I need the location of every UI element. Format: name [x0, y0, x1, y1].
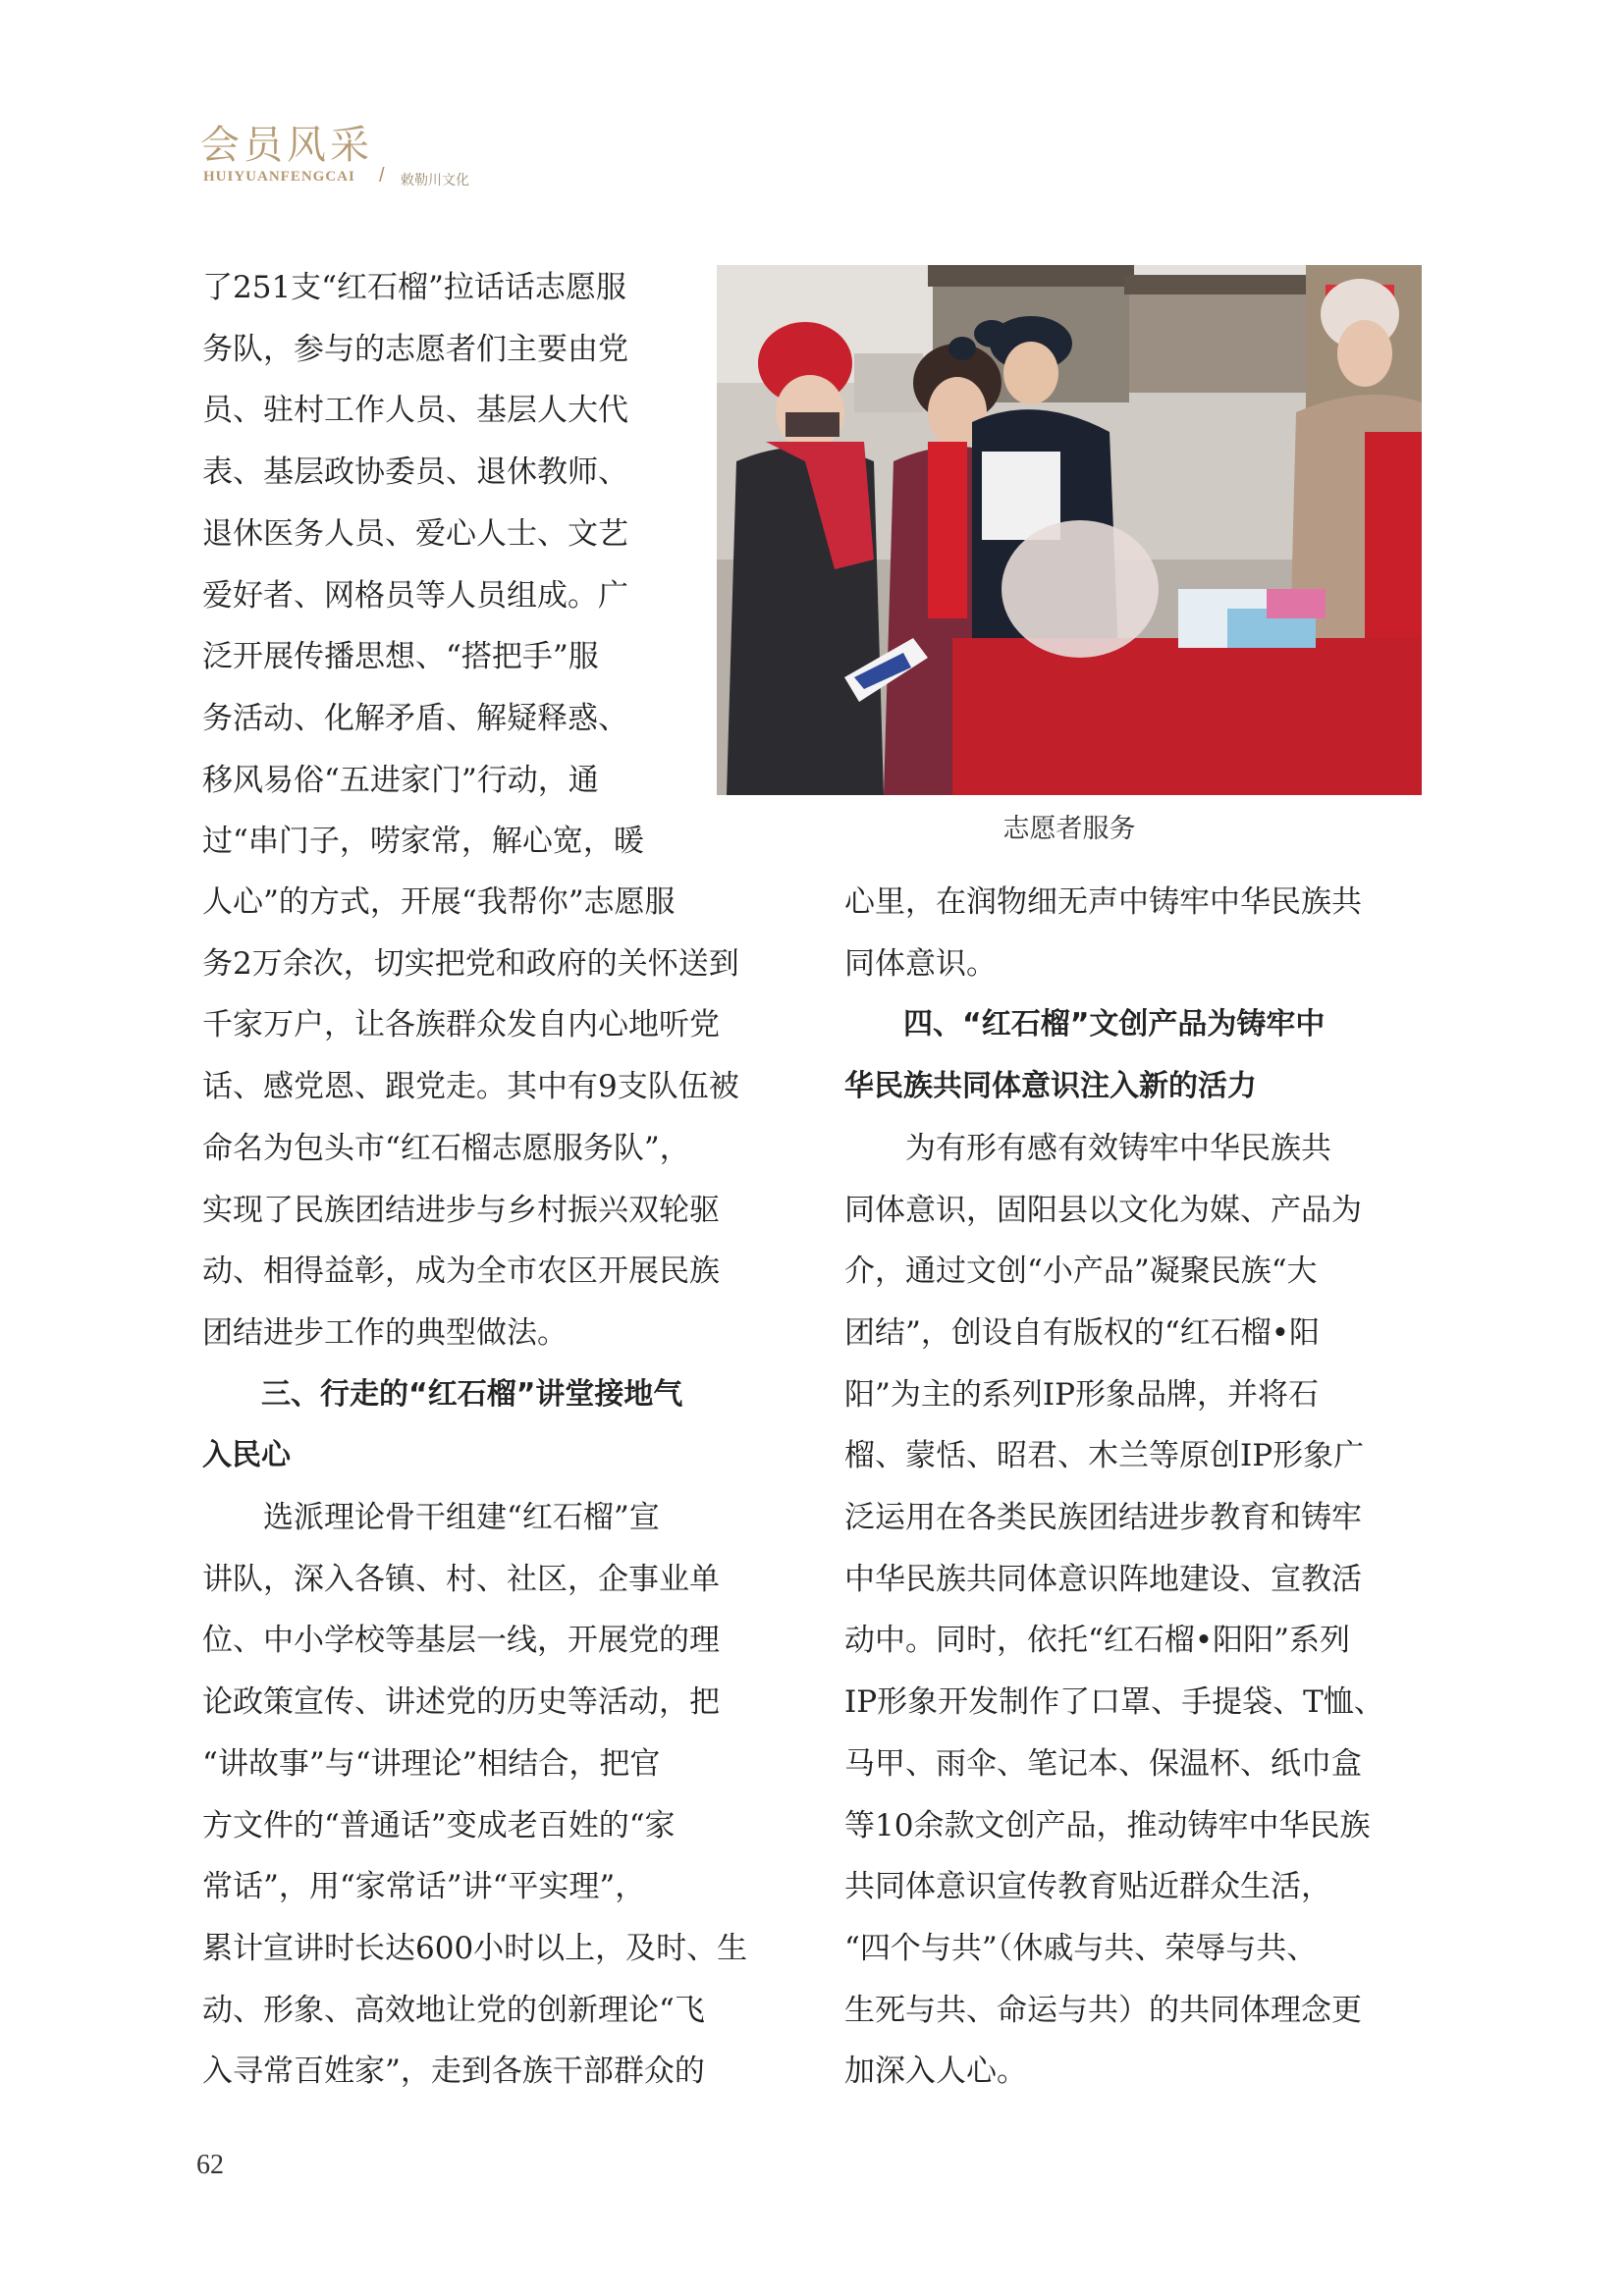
text-line: 马甲、雨伞、笔记本、保温杯、纸巾盒: [844, 1745, 1362, 1782]
left-column-bottom: [202, 872, 747, 2103]
text-line: 方文件的“普通话”变成老百姓的“家: [202, 1807, 676, 1843]
text-line: 常话”，用“家常话”讲“平实理”，: [202, 1869, 646, 1905]
text-line: 同体意识。: [844, 945, 997, 982]
text-line: 人心”的方式，开展“我帮你”志愿服: [202, 884, 676, 920]
text-line: IP形象开发制作了口罩、手提袋、T恤、: [844, 1684, 1384, 1721]
text-line: 表、基层政协委员、退休教师、: [202, 454, 628, 491]
section-heading-3-cont: 入民心: [202, 1438, 291, 1473]
text-line: 入寻常百姓家”，走到各族干部群众的: [202, 2054, 705, 2090]
section-pinyin: HUIYUANFENGCAI: [203, 169, 355, 185]
photo-illustration: [717, 265, 1422, 795]
text-line: 为有形有感有效铸牢中华民族共: [844, 1130, 1331, 1166]
text-line: 移风易俗“五进家门”行动，通: [202, 762, 599, 798]
text-line: 务队，参与的志愿者们主要由党: [202, 331, 628, 367]
text-line: “四个与共”（休戚与共、荣辱与共、: [844, 1930, 1318, 1966]
text-line: 榴、蒙恬、昭君、木兰等原创IP形象广: [844, 1438, 1365, 1474]
text-line: 团结”，创设自有版权的“红石榴•阳: [844, 1314, 1320, 1351]
section-heading-4-cont: 华民族共同体意识注入新的活力: [844, 1069, 1257, 1104]
header-divider: /: [379, 165, 385, 187]
publication-tag: 敕勒川文化: [401, 173, 469, 188]
text-line: 动、形象、高效地让党的创新理论“飞: [202, 1992, 705, 2028]
text-line: 动中。同时，依托“红石榴•阳阳”系列: [844, 1623, 1350, 1659]
text-line: 团结进步工作的典型做法。: [202, 1314, 568, 1351]
text-line: 实现了民族团结进步与乡村振兴双轮驱: [202, 1192, 720, 1228]
text-line: 共同体意识宣传教育贴近群众生活，: [844, 1869, 1331, 1905]
text-line: 了251支“红石榴”拉话话志愿服: [202, 270, 626, 305]
left-column-top: [202, 257, 644, 873]
text-line: 介，通过文创“小产品”凝聚民族“大: [844, 1254, 1318, 1290]
text-line: 讲队，深入各镇、村、社区，企事业单: [202, 1561, 720, 1597]
text-line: 务2万余次，切实把党和政府的关怀送到: [202, 945, 739, 982]
text-line: 过“串门子，唠家常，解心宽，暖: [202, 824, 644, 860]
text-line: 阳”为主的系列IP形象品牌，并将石: [844, 1376, 1319, 1413]
text-line: 千家万户，让各族群众发自内心地听党: [202, 1007, 720, 1043]
text-line: “讲故事”与“讲理论”相结合，把官: [202, 1745, 661, 1782]
section-heading-4: 四、“红石榴”文创产品为铸牢中: [844, 1007, 1326, 1042]
text-line: 心里，在润物细无声中铸牢中华民族共: [844, 884, 1362, 920]
photo-caption: 志愿者服务: [1002, 814, 1136, 844]
text-line: 等10余款文创产品，推动铸牢中华民族: [844, 1807, 1371, 1843]
text-line: 退休医务人员、爱心人士、文艺: [202, 515, 628, 552]
text-line: 话、感党恩、跟党走。其中有9支队伍被: [202, 1069, 739, 1105]
section-heading-3: 三、行走的“红石榴”讲堂接地气: [202, 1376, 683, 1412]
right-column: [844, 872, 1384, 2103]
text-line: 命名为包头市“红石榴志愿服务队”，: [202, 1130, 690, 1166]
text-line: 累计宣讲时长达600小时以上，及时、生: [202, 1930, 748, 1966]
text-line: 论政策宣传、讲述党的历史等活动，把: [202, 1684, 720, 1721]
volunteer-photo: [717, 265, 1422, 795]
text-line: 生死与共、命运与共）的共同体理念更: [844, 1992, 1362, 2028]
text-line: 泛运用在各类民族团结进步教育和铸牢: [844, 1500, 1362, 1536]
text-line: 泛开展传播思想、“搭把手”服: [202, 639, 599, 675]
text-line: 动、相得益彰，成为全市农区开展民族: [202, 1254, 720, 1290]
text-line: 加深入人心。: [844, 2054, 1027, 2090]
text-line: 中华民族共同体意识阵地建设、宣教活: [844, 1561, 1362, 1597]
text-line: 员、驻村工作人员、基层人大代: [202, 393, 628, 429]
section-title: 会员风采: [200, 123, 373, 168]
text-line: 同体意识，固阳县以文化为媒、产品为: [844, 1192, 1362, 1228]
page-number: 62: [196, 2150, 224, 2180]
text-line: 爱好者、网格员等人员组成。广: [202, 577, 628, 614]
text-line: 务活动、化解矛盾、解疑释惑、: [202, 700, 628, 736]
text-line: 选派理论骨干组建“红石榴”宣: [202, 1500, 660, 1536]
text-line: 位、中小学校等基层一线，开展党的理: [202, 1623, 720, 1659]
